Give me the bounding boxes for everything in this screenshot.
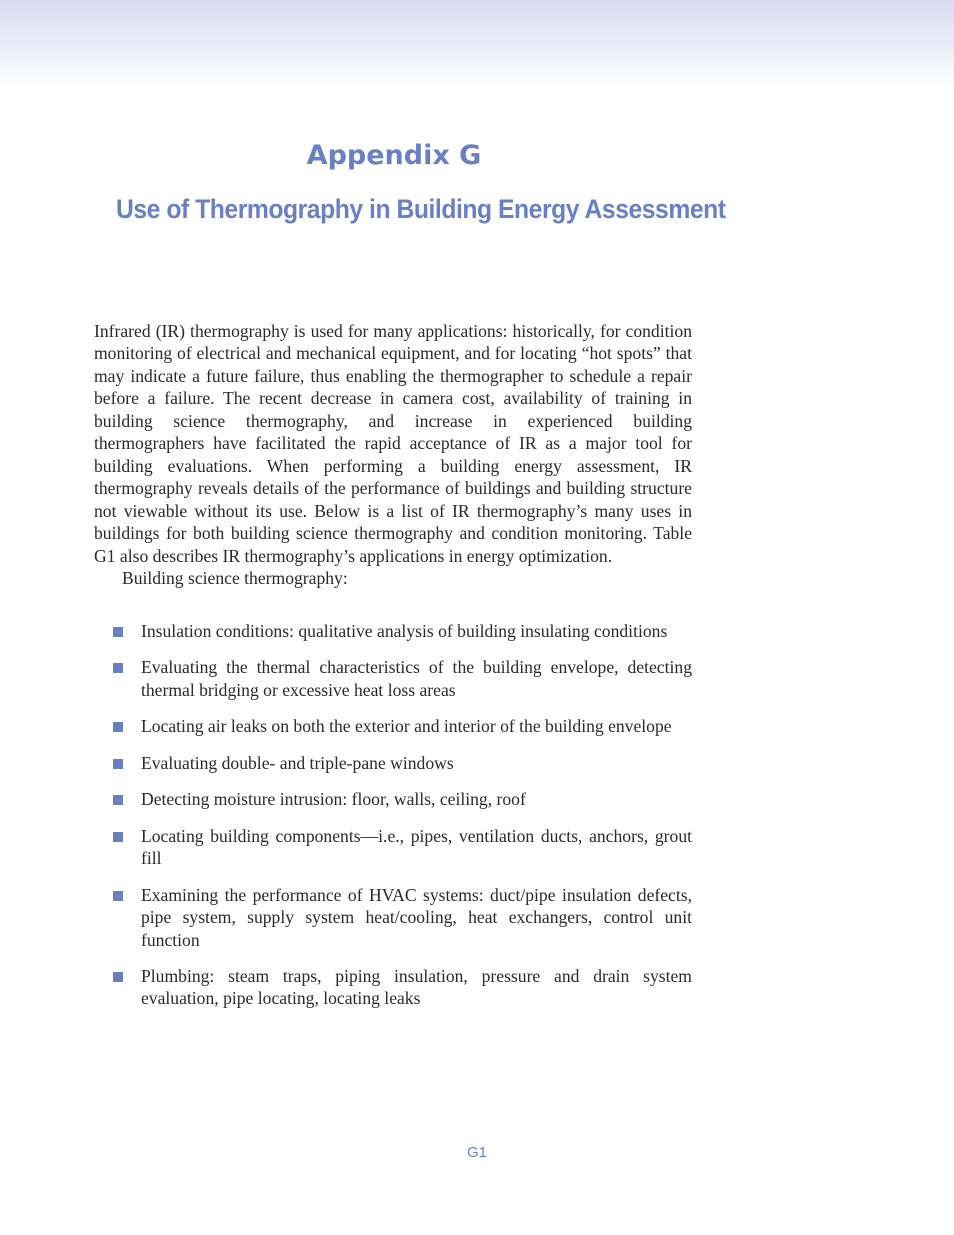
list-item [94,752,692,774]
page-number: G1 [466,1144,487,1161]
list-item [94,656,692,701]
list-item-text: Detecting moisture intrusion: floor, walls, ceiling, roof [141,789,526,810]
header-band [0,0,954,90]
square-bullet-icon [113,759,123,769]
appendix-label [0,140,954,171]
square-bullet-icon [113,832,123,842]
bullet-list [94,620,692,1024]
list-intro: Building science thermography: [122,567,348,588]
list-item [94,715,692,737]
list-item [94,965,692,1010]
square-bullet-icon [113,972,123,982]
list-item [94,620,692,642]
square-bullet-icon [113,663,123,673]
appendix-label-text: Appendix G [306,140,482,171]
list-item-text: Locating air leaks on both the exterior and interior of the building envelope [141,716,672,737]
square-bullet-icon [113,627,123,637]
list-item [94,825,692,870]
intro-paragraph: Infrared (IR) thermography is used for many applications: historically, for condition monitoring of electrical and mechanical equipment, and for locating “hot spots” that may indicate a future failure, thus enabling the thermographer to schedule a repair before a failure. The recent decrease in camera cost, availability of training in building science thermography, and increase in experienced building thermographers have facilitated the rapid acceptance of IR as a major tool for building evaluations. When performing a building energy assessment, IR thermography reveals details of the performance of buildings and building structure not viewable without its use. Below is a list of IR thermography’s many uses in buildings for both building science thermography and condition monitoring. Table G1 also describes IR thermography’s applications in energy optimization. [94,321,692,566]
list-item-text: Insulation conditions: qualitative analysis of building insulating conditions [141,621,668,641]
square-bullet-icon [113,891,123,901]
body-text [94,320,692,589]
list-item-text: Evaluating the thermal characteristics of the building envelope, detecting thermal bridging or excessive heat loss areas [141,657,692,700]
list-item [94,884,692,951]
list-item-text: Plumbing: steam traps, piping insulation, pressure and drain system evaluation, pipe locating, locating leaks [141,965,692,1009]
list-item-text: Examining the performance of HVAC systems: duct/pipe insulation defects, pipe system, supply system heat/cooling, heat exchangers, control unit function [141,884,692,950]
list-item-text: Evaluating double- and triple-pane windows [141,752,454,773]
page-title: Use of Thermography in Building Energy Assessment [116,194,726,224]
list-item-text: Locating building components—i.e., pipes, ventilation ducts, anchors, grout fill [141,825,692,869]
list-item [94,788,692,810]
square-bullet-icon [113,722,123,732]
square-bullet-icon [113,795,123,805]
